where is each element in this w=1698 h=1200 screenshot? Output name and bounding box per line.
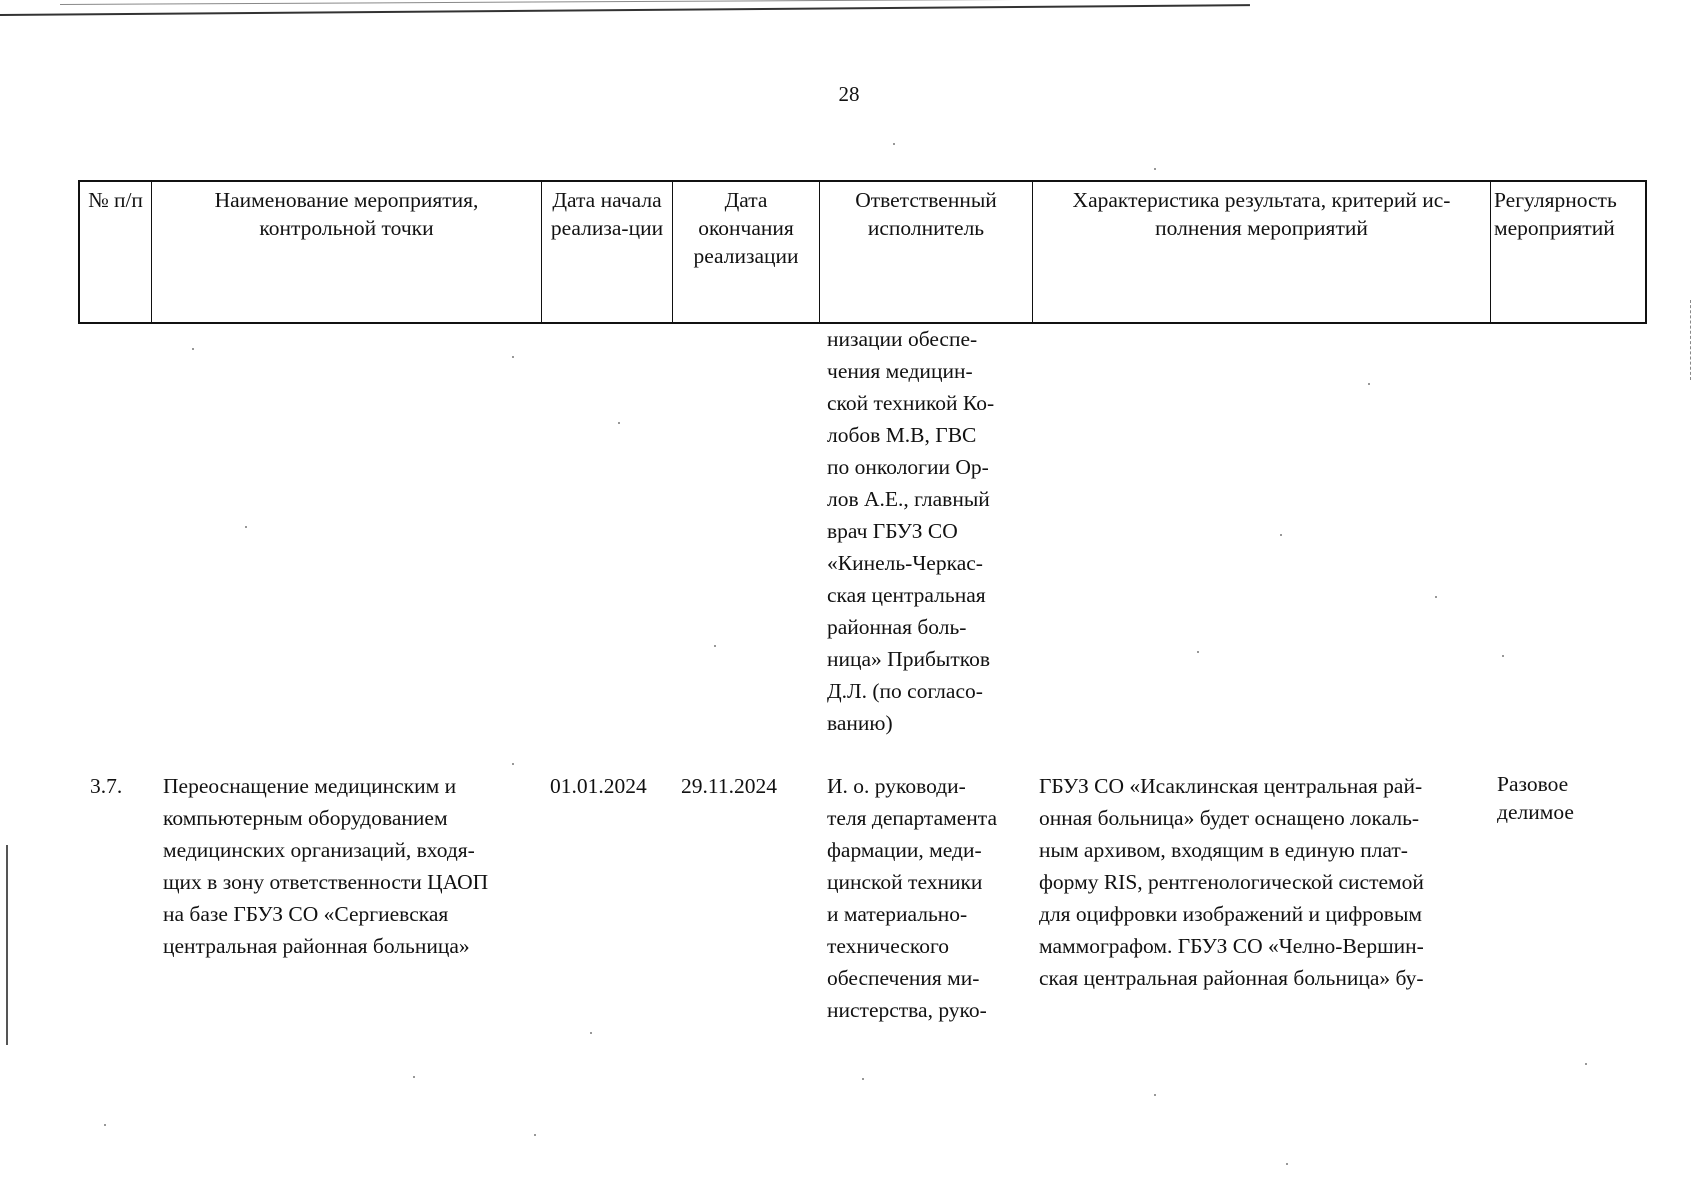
text-line: Д.Л. (по согласо- — [827, 679, 983, 703]
scan-speck — [512, 763, 514, 765]
text-line: нистерства, руко- — [827, 998, 987, 1022]
text-line: для оцифровки изображений и цифровым — [1039, 902, 1422, 926]
header-cell-name: Наименование мероприятия, контрольной точки — [152, 182, 542, 322]
text-line: щих в зону ответственности ЦАОП — [163, 870, 489, 894]
scan-speck — [1368, 383, 1370, 385]
text-line: ская центральная районная больница» бу- — [1039, 966, 1424, 990]
text-line: «Кинель-Черкас- — [827, 551, 983, 575]
text-line: Переоснащение медицинским и — [163, 774, 457, 798]
scan-edge — [1690, 300, 1691, 380]
text-line: фармации, меди- — [827, 838, 982, 862]
page-number: 28 — [838, 82, 860, 106]
scan-speck — [714, 645, 716, 647]
header-cell-responsible: Ответственный исполнитель — [820, 182, 1033, 322]
text-line: ным архивом, входящим в единую плат- — [1039, 838, 1408, 862]
scan-speck — [413, 1076, 415, 1078]
header-cell-number: № п/п — [80, 182, 152, 322]
scan-speck — [534, 1134, 536, 1136]
text-line: технического — [827, 934, 949, 958]
row-name — [163, 770, 529, 962]
scan-speck — [245, 526, 247, 528]
row-start-date: 01.01.2024 — [550, 774, 647, 798]
scan-edge — [60, 0, 1260, 5]
text-line: районная боль- — [827, 615, 967, 639]
scan-speck — [1197, 651, 1199, 653]
text-line: по онкологии Ор- — [827, 455, 989, 479]
text-line: чения медицин- — [827, 359, 973, 383]
scan-speck — [1154, 168, 1156, 170]
text-line: центральная районная больница» — [163, 934, 470, 958]
scan-speck — [1585, 1063, 1587, 1065]
scan-edge — [6, 845, 8, 1045]
text-line: лов А.Е., главный — [827, 487, 990, 511]
text-line: низации обеспе- — [827, 327, 978, 351]
scan-speck — [512, 356, 514, 358]
text-line: и материально- — [827, 902, 968, 926]
row-regularity: Разовое делимое — [1497, 772, 1574, 824]
text-line: ница» Прибытков — [827, 647, 991, 671]
header-cell-start-date: Дата начала реализа-ции — [542, 182, 673, 322]
text-line: И. о. руководи- — [827, 774, 966, 798]
header-cell-result: Характеристика результата, критерий ис-полнения мероприятий — [1033, 182, 1491, 322]
text-line: ская центральная — [827, 583, 986, 607]
scan-speck — [618, 422, 620, 424]
row-end-date: 29.11.2024 — [681, 774, 777, 798]
scan-speck — [893, 143, 895, 145]
text-line: ГБУЗ СО «Исаклинская центральная рай- — [1039, 774, 1423, 798]
scan-speck — [1154, 1094, 1156, 1096]
text-line: лобов М.В, ГВС — [827, 423, 977, 447]
scan-speck — [1502, 655, 1504, 657]
scan-speck — [1280, 534, 1282, 536]
scan-speck — [192, 348, 194, 350]
text-line: ванию) — [827, 711, 893, 735]
text-line: на базе ГБУЗ СО «Сергиевская — [163, 902, 449, 926]
text-line: онная больница» будет оснащено локаль- — [1039, 806, 1420, 830]
scan-speck — [590, 1032, 592, 1034]
row-responsible — [827, 770, 1021, 1026]
table-header — [78, 180, 1647, 324]
text-line: обеспечения ми- — [827, 966, 980, 990]
scan-speck — [862, 1078, 864, 1080]
text-line: форму RIS, рентгенологической системой — [1039, 870, 1424, 894]
text-line: цинской техники — [827, 870, 983, 894]
row-number: 3.7. — [90, 774, 123, 798]
header-cell-end-date: Дата окончания реализации — [673, 182, 820, 322]
row-result — [1039, 770, 1475, 994]
scan-speck — [1435, 596, 1437, 598]
text-line: медицинских организаций, входя- — [163, 838, 475, 862]
continuation-responsible — [827, 323, 1021, 739]
scan-edge — [0, 4, 1250, 16]
scan-speck — [104, 1124, 106, 1126]
header-cell-regularity: Регулярность мероприятий — [1494, 188, 1617, 240]
text-line: теля департамента — [827, 806, 997, 830]
text-line: компьютерным оборудованием — [163, 806, 448, 830]
scan-speck — [1286, 1163, 1288, 1165]
text-line: врач ГБУЗ СО — [827, 519, 958, 543]
text-line: маммографом. ГБУЗ СО «Челно-Вершин- — [1039, 934, 1424, 958]
text-line: ской техникой Ко- — [827, 391, 995, 415]
